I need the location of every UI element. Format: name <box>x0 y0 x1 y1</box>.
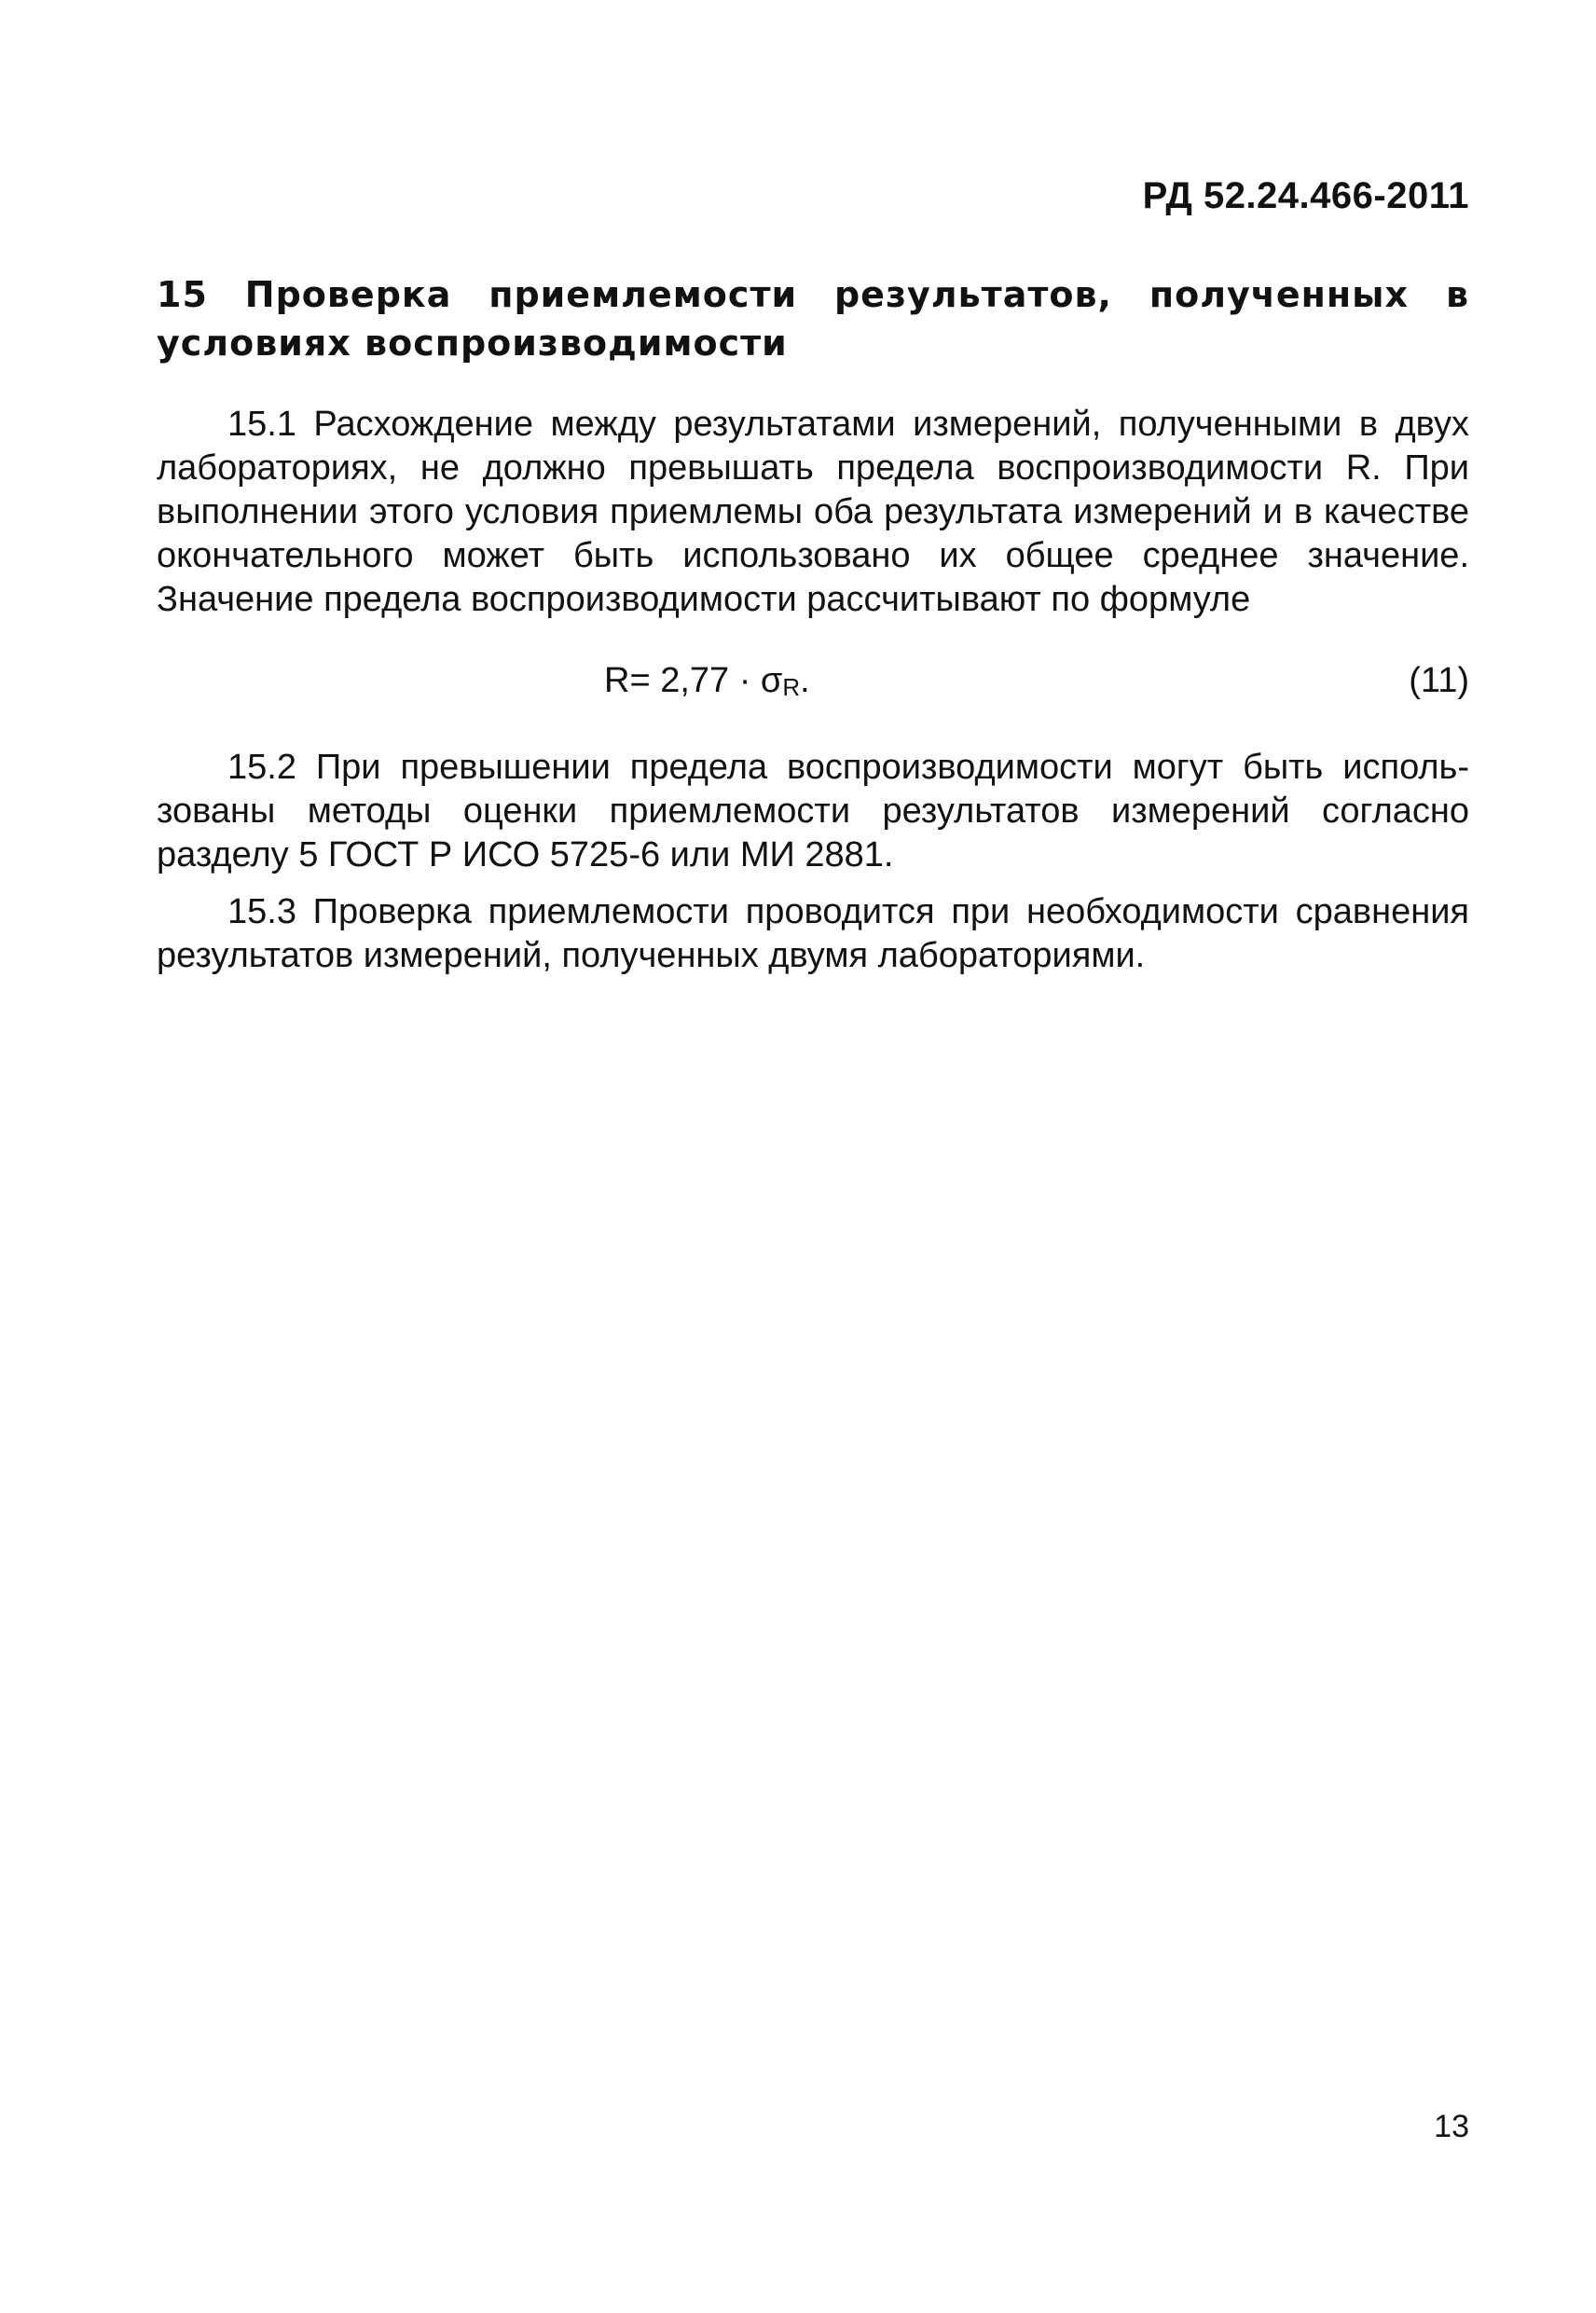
paragraph-15-1: 15.1 Расхождение между результатами измерений, полученными в двух лабораториях, не должно превышать предела воспроизводимости R. При выполнении этого условия приемлемы оба результата измерений и в качестве окончательного может быть использовано их общее среднее значение. Значение предела воспроизводимости рассчитывают по формуле <box>157 405 1469 619</box>
page-number: 13 <box>1434 2109 1469 2144</box>
paragraph-15-3: 15.3 Проверка приемлемости проводится при необходимости сравнения результатов измерений, полученных двумя лабораториями. <box>157 892 1469 975</box>
formula-period: . <box>800 661 810 700</box>
formula-expression: R= 2,77 · σ <box>604 661 783 700</box>
document-code: РД 52.24.466-2011 <box>1142 175 1469 216</box>
formula-line <box>157 657 1469 704</box>
formula-subscript: R <box>782 673 801 701</box>
paragraph-15-2: 15.2 При превышении предела воспроизводимости могут быть использованы методы оценки приемлемости результатов измерений согласно разделу 5 ГОСТ Р ИСО 5725-6 или МИ 2881. <box>157 748 1469 874</box>
formula-number: (11) <box>1409 661 1469 700</box>
section-heading: 15 Проверка приемлемости результатов, полученных в условиях воспроизводимости <box>157 274 1469 364</box>
formula <box>604 657 810 710</box>
